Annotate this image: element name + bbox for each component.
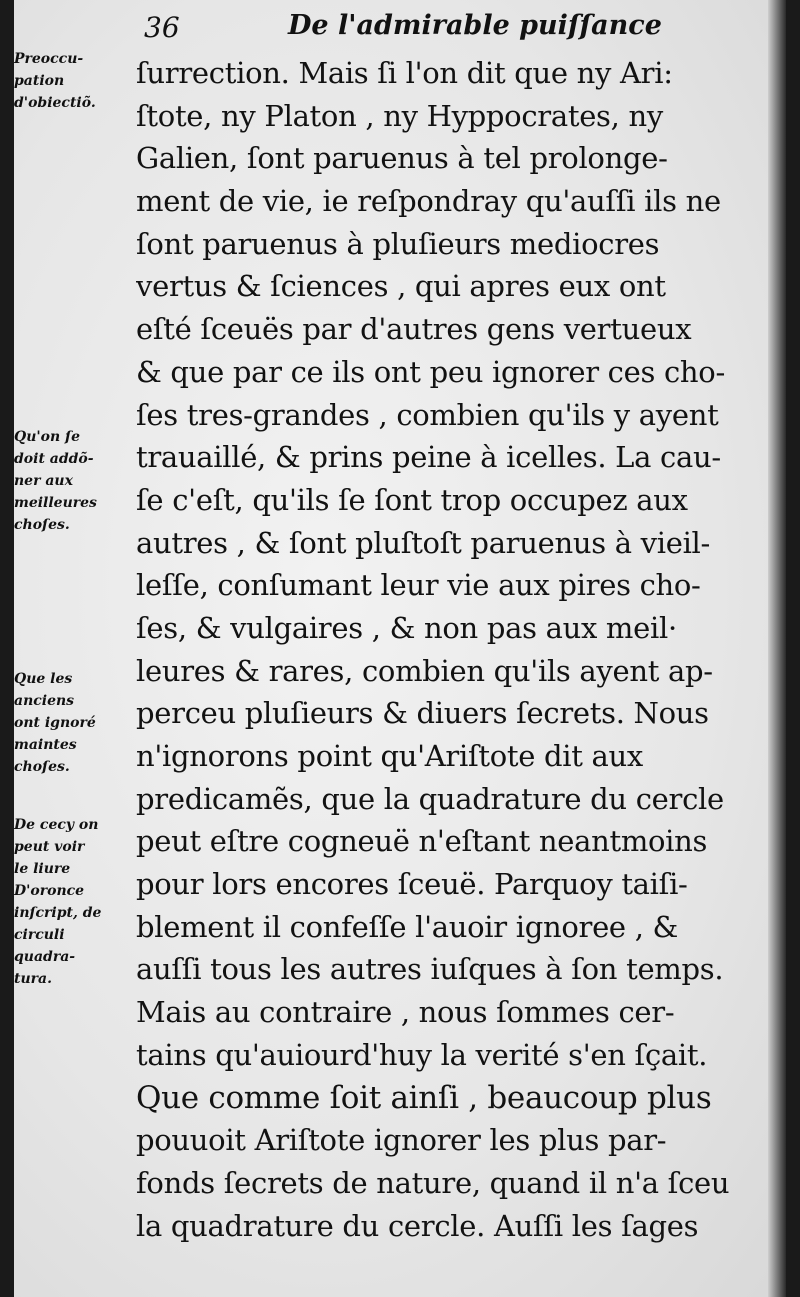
text-line: Galien, ſont paruenus à tel prolonge-: [136, 141, 668, 176]
margin-note-line: d'obiectiõ.: [14, 95, 96, 111]
margin-note-line: anciens: [14, 693, 75, 709]
text-line: autres , & ſont pluſtoſt paruenus à vieil-: [136, 525, 711, 560]
text-line: auſſi tous les autres iuſques à ſon temps.: [136, 952, 724, 987]
margin-note-line: Qu'on ſe: [14, 429, 80, 445]
text-line: pouuoit Ariſtote ignorer les plus par-: [136, 1123, 667, 1158]
text-line: Que comme ſoit ainſi , beaucoup plus: [136, 1079, 712, 1116]
body-text: [136, 52, 748, 1247]
margin-note-line: D'oronce: [14, 883, 85, 899]
margin-note-line: tura.: [14, 971, 52, 987]
margin-note-line: De cecy on: [14, 817, 99, 833]
text-line: blement il confeſſe l'auoir ignoree , &: [136, 909, 679, 944]
text-line: ſes, & vulgaires , & non pas aux meil·: [136, 610, 677, 645]
margin-note-line: inſcript, de: [14, 905, 102, 921]
page-header: [14, 0, 786, 48]
text-line: trauaillé, & prins peine à icelles. La cau-: [136, 440, 721, 475]
text-line: ſurrection. Mais ſi l'on dit que ny Ari:: [136, 56, 673, 90]
text-line: & que par ce ils ont peu ignorer ces cho-: [136, 354, 725, 389]
running-head: De l'admirable puiſſance: [288, 10, 662, 41]
text-line: ſes tres-grandes , combien qu'ils y ayent: [136, 397, 719, 432]
margin-note-line: circuli: [14, 927, 65, 943]
margin-note-line: le liure: [14, 861, 71, 877]
margin-note-line: doit addõ-: [14, 451, 94, 467]
text-line: leſſe, conſumant leur vie aux pires cho-: [136, 568, 701, 603]
margin-note-line: meilleures: [14, 495, 97, 511]
margin-note-line: Preoccu-: [14, 51, 84, 67]
text-line: ment de vie, ie reſpondray qu'auſſi ils ne: [136, 184, 721, 219]
text-line: vertus & ſciences , qui apres eux ont: [136, 269, 666, 304]
text-line: ſont paruenus à pluſieurs mediocres: [136, 226, 660, 261]
margin-note-line: ner aux: [14, 473, 73, 489]
margin-note-preoccupation: [14, 48, 126, 114]
text-line: leures & rares, combien qu'ils ayent ap-: [136, 653, 713, 688]
margin-note-line: maintes: [14, 737, 77, 753]
text-line: la quadrature du cercle. Auſſi les ſages: [136, 1208, 699, 1243]
page-edge-shadow: [768, 0, 786, 1297]
text-line: perceu pluſieurs & diuers ſecrets. Nous: [136, 696, 709, 731]
margin-note-ancients: [14, 668, 126, 778]
text-line: eſté ſceuës par d'autres gens vertueux: [136, 312, 692, 347]
page-number: 36: [144, 11, 180, 44]
text-line: tains qu'auiourd'huy la verité s'en ſçait.: [136, 1037, 708, 1072]
text-line: ſe c'eſt, qu'ils ſe ſont trop occupez aux: [136, 482, 688, 517]
text-line: pour lors encores ſceuë. Parquoy taiſi-: [136, 867, 688, 902]
text-line: predicamẽs, que la quadrature du cercle: [136, 781, 724, 816]
margin-note-line: pation: [14, 73, 65, 89]
margin-note-line: Que les: [14, 671, 73, 687]
margin-note-line: ont ignoré: [14, 715, 96, 731]
margin-note-line: quadra-: [14, 949, 76, 965]
margin-note-line: choſes.: [14, 759, 70, 775]
text-line: fonds ſecrets de nature, quand il n'a ſceu: [136, 1165, 730, 1200]
margin-note-line: peut voir: [14, 839, 85, 855]
margin-note-oronce: [14, 814, 126, 990]
book-page: [14, 0, 786, 1297]
text-line: peut eſtre cogneuë n'eſtant neantmoins: [136, 824, 708, 859]
text-line: ſtote, ny Platon , ny Hyppocrates, ny: [136, 98, 663, 133]
text-line: Mais au contraire , nous ſommes cer-: [136, 995, 675, 1030]
text-line: n'ignorons point qu'Ariſtote dit aux: [136, 739, 643, 773]
margin-note-best-things: [14, 426, 126, 536]
margin-note-line: choſes.: [14, 517, 70, 533]
